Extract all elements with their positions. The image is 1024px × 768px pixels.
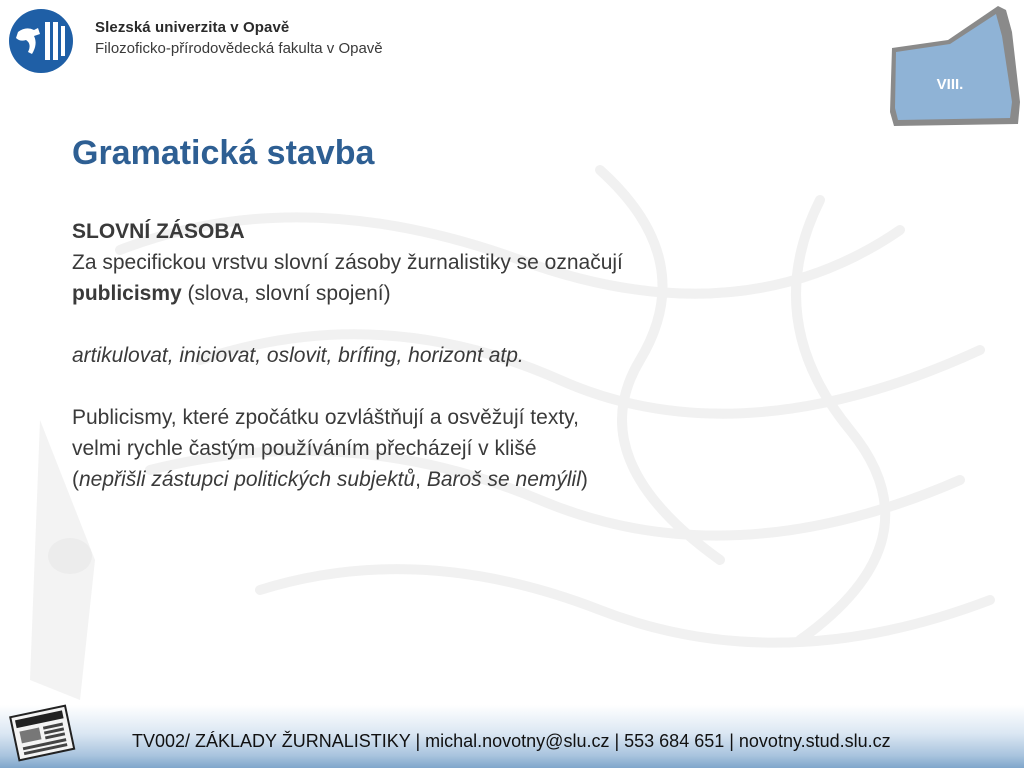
section-heading: SLOVNÍ ZÁSOBA — [72, 220, 245, 243]
chapter-number: VIII. — [936, 76, 964, 93]
slide-header — [0, 0, 1024, 93]
example-2: Baroš se nemýlil — [426, 468, 581, 491]
separator: , — [415, 468, 427, 491]
paragraph-1-rest: (slova, slovní spojení) — [181, 282, 391, 305]
paragraph-1-line-2 — [72, 278, 832, 309]
paren-close: ) — [580, 468, 588, 491]
paragraph-2-line-3 — [72, 464, 832, 495]
slide-content — [72, 130, 832, 495]
paragraph-1-line-1: Za specifickou vrstvu slovní zásoby žurnalistiky se označují — [72, 251, 623, 274]
paren-open: ( — [72, 468, 79, 491]
examples-line: artikulovat, iniciovat, oslovit, bríﬁng, horizont atp. — [72, 344, 524, 367]
paragraph-2-line-2: velmi rychle častým používáním přecházejí v klišé — [72, 437, 537, 460]
chapter-badge-shape — [886, 2, 1024, 130]
paragraph-2-line-1: Publicismy, které zpočátku ozvláštňují a osvěžují texty, — [72, 406, 579, 429]
slide-title: Gramatická stavba — [72, 134, 375, 172]
university-logo-icon — [8, 8, 74, 74]
keyword-publicismy: publicismy — [72, 282, 182, 305]
footer-info: TV002/ ZÁKLADY ŽURNALISTIKY | michal.novotny@slu.cz | 553 684 651 | novotny.stud.slu.cz — [132, 731, 891, 751]
university-name: Slezská univerzita v Opavě — [95, 19, 290, 36]
faculty-name: Filozoficko-přírodovědecká fakulta v Opavě — [95, 40, 383, 57]
example-1: nepřišli zástupci politických subjektů — [79, 468, 416, 491]
slide-footer — [0, 705, 1024, 768]
newspaper-icon — [6, 701, 78, 763]
